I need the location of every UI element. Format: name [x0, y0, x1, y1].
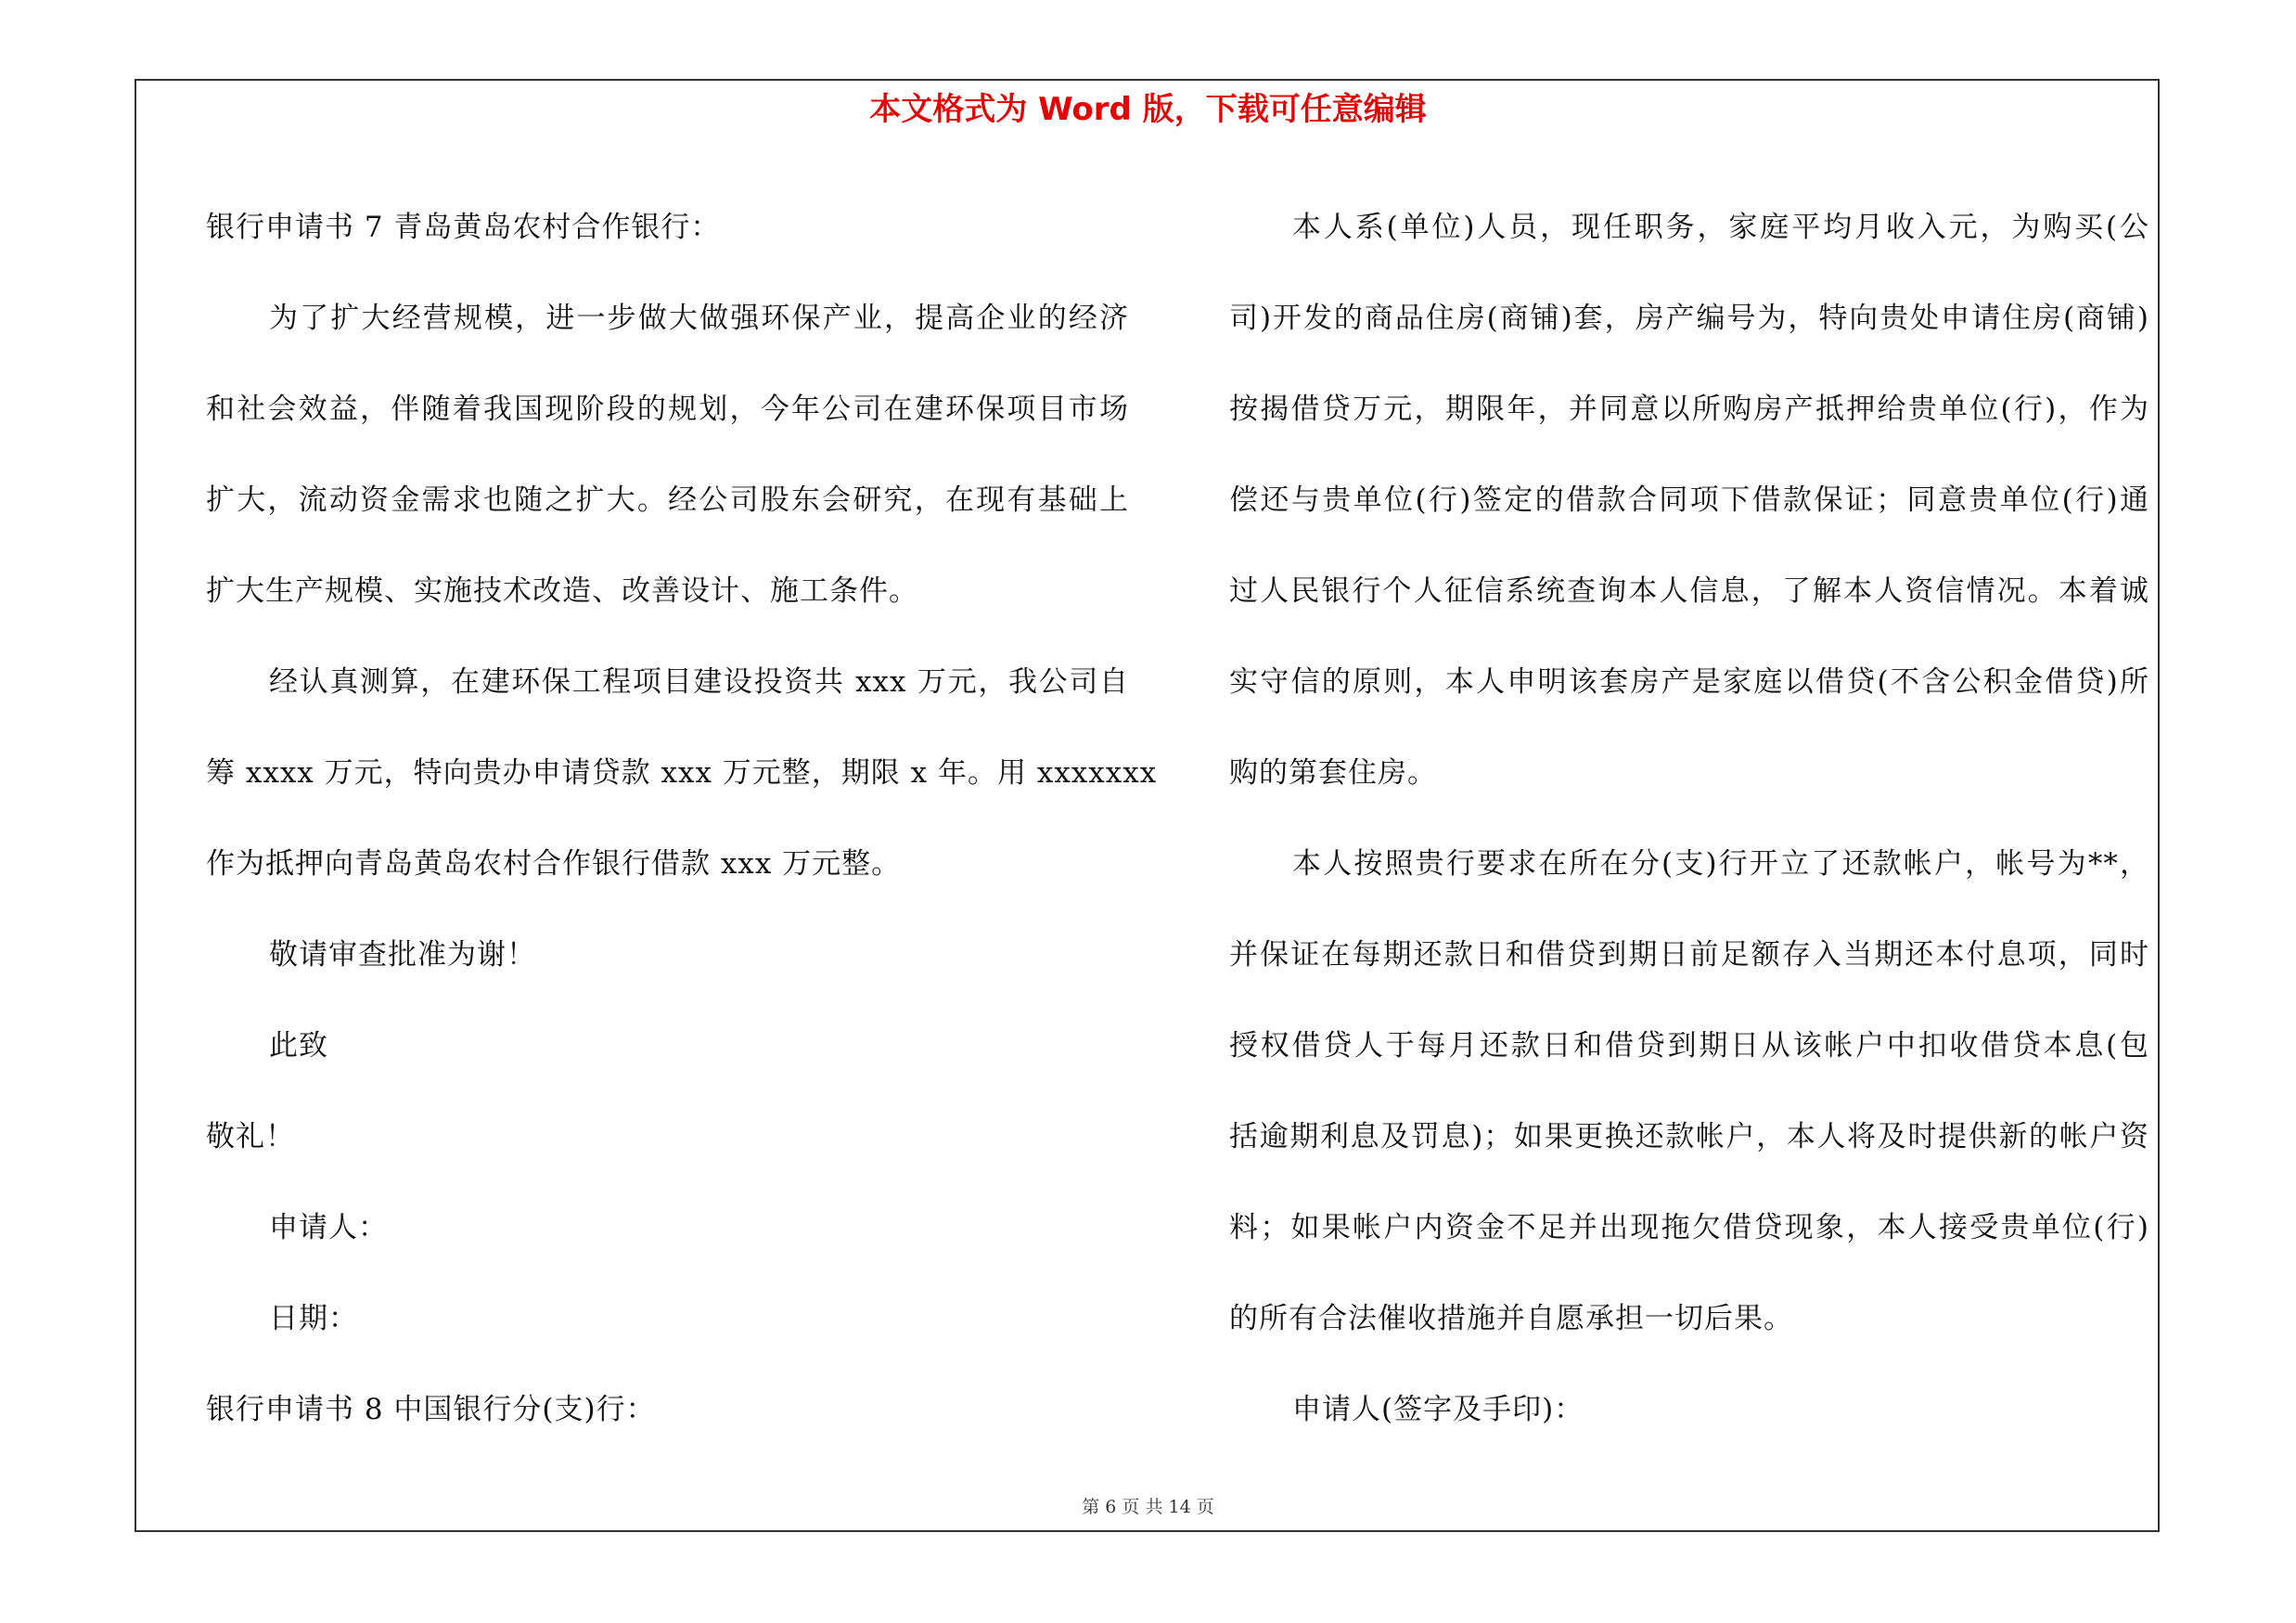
paragraph-line: 本人系(单位)人员，现任职务，家庭平均月收入元，为购买(公 — [1292, 211, 2149, 244]
paragraph-line: 作为抵押向青岛黄岛农村合作银行借款 xxx 万元整。 — [206, 847, 902, 881]
closing-request: 敬请审查批准为谢！ — [269, 938, 536, 972]
paragraph-line: 司)开发的商品住房(商铺)套，房产编号为，特向贵处申请住房(商铺) — [1229, 302, 2149, 335]
paragraph-line: 授权借贷人于每月还款日和借贷到期日从该帐户中扣收借贷本息(包 — [1229, 1029, 2149, 1063]
paragraph-line: 和社会效益，伴随着我国现阶段的规划，今年公司在建环保项目市场 — [206, 393, 1129, 426]
paragraph-line: 料；如果帐户内资金不足并出现拖欠借贷现象，本人接受贵单位(行) — [1229, 1211, 2149, 1244]
left-column — [206, 182, 1158, 1455]
right-column — [1229, 182, 2149, 1455]
paragraph-line: 并保证在每期还款日和借贷到期日前足额存入当期还本付息项，同时 — [1229, 938, 2149, 972]
paragraph-line: 为了扩大经营规模，进一步做大做强环保产业，提高企业的经济 — [269, 302, 1129, 335]
paragraph-line: 筹 xxxx 万元，特向贵办申请贷款 xxx 万元整，期限 x 年。用 xxxxxxx — [206, 756, 1158, 790]
page-number-footer: 第 6 页 共 14 页 — [1082, 1497, 1214, 1517]
paragraph-line: 括逾期利息及罚息)；如果更换还款帐户，本人将及时提供新的帐户资 — [1229, 1120, 2149, 1153]
applicant-label: 申请人： — [269, 1211, 388, 1244]
word-format-banner: 本文格式为 Word 版，下载可任意编辑 — [869, 91, 1427, 128]
paragraph-line: 实守信的原则，本人申明该套房产是家庭以借贷(不含公积金借贷)所 — [1229, 665, 2149, 699]
closing-jingli: 敬礼！ — [206, 1120, 295, 1153]
paragraph-line: 本人按照贵行要求在所在分(支)行开立了还款帐户，帐号为**， — [1292, 847, 2149, 881]
applicant-signature-label: 申请人(签字及手印)： — [1292, 1393, 1584, 1426]
paragraph-line: 扩大生产规模、实施技术改造、改善设计、施工条件。 — [206, 574, 918, 608]
paragraph-line: 经认真测算，在建环保工程项目建设投资共 xxx 万元，我公司自 — [269, 665, 1129, 699]
paragraph-line: 扩大，流动资金需求也随之扩大。经公司股东会研究，在现有基础上 — [206, 483, 1129, 517]
letter-7-salutation: 银行申请书 7 青岛黄岛农村合作银行： — [206, 211, 721, 244]
letter-8-salutation: 银行申请书 8 中国银行分(支)行： — [206, 1393, 656, 1426]
paragraph-line: 的所有合法催收措施并自愿承担一切后果。 — [1229, 1302, 1793, 1335]
closing-cizhi: 此致 — [269, 1029, 328, 1063]
date-label: 日期： — [269, 1302, 358, 1335]
paragraph-line: 购的第套住房。 — [1229, 756, 1437, 790]
paragraph-line: 偿还与贵单位(行)签定的借款合同项下借款保证；同意贵单位(行)通 — [1229, 483, 2149, 517]
paragraph-line: 过人民银行个人征信系统查询本人信息，了解本人资信情况。本着诚 — [1229, 574, 2149, 608]
paragraph-line: 按揭借贷万元，期限年，并同意以所购房产抵押给贵单位(行)，作为 — [1229, 393, 2149, 426]
